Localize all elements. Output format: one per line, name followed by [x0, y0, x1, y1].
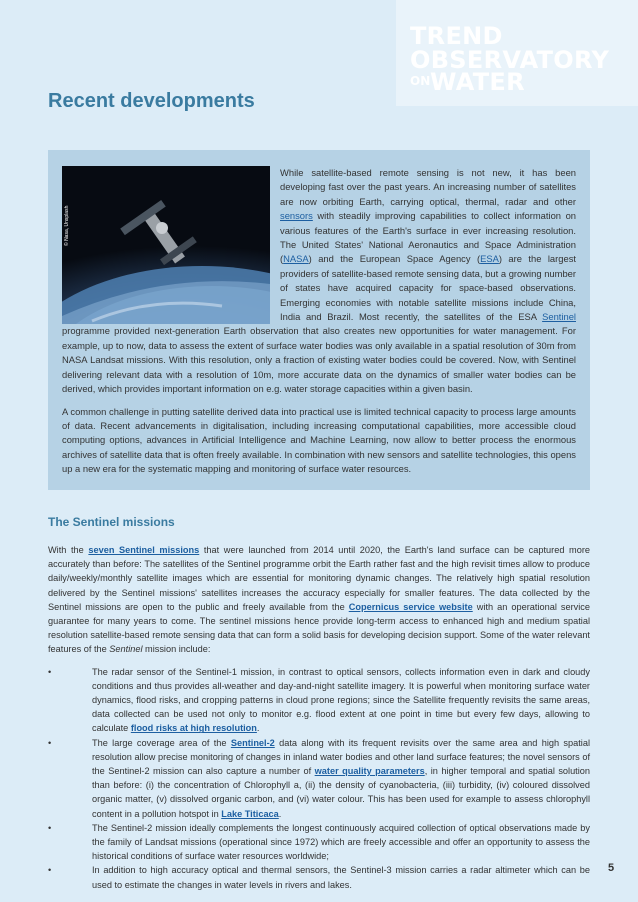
logo-line-trend: TREND: [410, 22, 503, 50]
page-number: 5: [608, 862, 615, 874]
link-lake-titicaca[interactable]: Lake Titicaca: [221, 808, 279, 819]
text-span: With the: [48, 545, 89, 555]
photo-float-spacer: [62, 166, 280, 324]
text-span: .: [278, 808, 282, 819]
link-sentinel-2[interactable]: Sentinel-2: [230, 737, 275, 748]
box-paragraph-2: A common challenge in putting satellite derived data into practical use is limited technical capacity to process large amounts of data. Recent advancements in digitalisation, including increasing computational capabilities, more accessible cloud computing options, advances in Artificial Intelligence and Machine Learning, now allow to better process the enormous archives of satellite data that is often freely available. In combination with new sensors and satellite technologies, this opens up a new era for the systematic mapping and monitoring of surface water resources.: [62, 405, 576, 475]
text-span: data along with its frequent revisits over the same area and high spatial resolution allow precise monitoring of changes in inland water bodies and other land surface features; the novel sensors of the Sentinel-2 mission can also capture a number of: [92, 737, 590, 777]
link-sensors[interactable]: sensors: [280, 210, 313, 222]
link-nasa[interactable]: NASA: [283, 253, 309, 265]
text-span: ) and the European Space Agency (: [308, 253, 481, 265]
page-title: Recent developments: [48, 90, 255, 112]
text-span: The radar sensor of the Sentinel-1 mission, in contrast to optical sensors, collects information even in dark and cloudy conditions and thus provides all-weather and day-and-night satellite imagery. It is powerful when monitoring surface water dynamics, flood risks, and cropping patterns in cloud prone regions; since the Satellite frequently revisits the same areas, data collected can be used not only to monitor e.g. flood extent at one point in time but every few days, allowing to calculate: [92, 666, 590, 734]
photo-credit: © Nasa, Unsplash: [64, 205, 70, 246]
text-span: mission include:: [142, 644, 211, 655]
text-span: that were launched from 2014 until 2020, the Earth's land surface can be captured more accurately than before: The satellites of the Sentinel programme orbit the Earth rather fast and the high revisit times allow to produce daily/weekly/monthly satellite images which are essential for monitoring dynamic changes. The relatively high spatial resolution delivered by the Sentinel missions' satellites increases the accuracy especially for smaller features. The data collected by the Sentinel missions are open to the public and freely available from the: [48, 545, 590, 612]
box-text: [62, 166, 576, 485]
section-title: The Sentinel missions: [48, 515, 175, 529]
logo-line-observatory: OBSERVATORY: [410, 46, 610, 74]
link-sentinel[interactable]: Sentinel: [542, 311, 576, 323]
text-span: with an operational service guarantee for many years to come. The sentinel missions hence provide long-term access to enhanced high and medium spatial resolution satellite-based remote sensing data that can form a solid basis for developing decision support. Some of the water relevant features of the: [48, 601, 590, 655]
italic-sentinel: Sentinel: [109, 644, 143, 655]
text-span: The large coverage area of the: [92, 737, 231, 748]
link-esa[interactable]: ESA: [480, 253, 499, 265]
link-water-quality[interactable]: water quality parameters: [314, 766, 425, 777]
bullet-item: [48, 736, 590, 821]
text-span: .: [256, 723, 260, 734]
link-flood-risks[interactable]: flood risks at high resolution: [130, 723, 257, 734]
bullet-item: [48, 665, 590, 736]
bullet-list: [48, 665, 590, 892]
trend-observatory-logo: [396, 0, 638, 106]
bullet-item: • The Sentinel-2 mission ideally complements the longest continuously acquired collection of optical observations made by the family of Landsat missions (operational since 1972) which are freely accessible and offer an opportunity to assess the historical conditions of surface water resources worldwide;: [48, 821, 590, 864]
text-span: with steadily improving capabilities to collect information on various features of the Earth's surface in ever increasing resolution. The United States' National Aeronautics and Space Administration (: [280, 210, 576, 265]
intro-paragraph: [48, 543, 590, 657]
text-span: While satellite-based remote sensing is not new, it has been developing fast over the past years. An increasing number of satellites are now orbiting Earth, carrying optical, thermal, radar and other: [280, 167, 576, 207]
link-copernicus[interactable]: Copernicus service website: [348, 601, 473, 612]
link-seven-sentinel-missions[interactable]: seven Sentinel missions: [88, 545, 200, 555]
logo-on: ON: [410, 74, 431, 88]
text-span: , in higher temporal and spatial solution than before: (i) the concentration of Chlorophyll a, (ii) the density of cyanobacteria, (iii) turbidity, (iv) coloured dissolved organic matter, (v) dissolved organic carbon, and (vi) water colour. This has been used for example to assess chlorophyll content in a pollution hotspot in: [92, 766, 590, 819]
bullet-item: • In addition to high accuracy optical and thermal sensors, the Sentinel-3 mission carries a radar altimeter which can be used to estimate the changes in water levels in rivers and lakes.: [48, 863, 590, 891]
main-text: [48, 543, 590, 892]
text-span: programme provided next-generation Earth observation that also creates new opportunities for water management. For example, up to now, data to assess the extent of surface water bodies was only available in a spatial resolution of 30m from NASA Landsat missions. With this resolution, only a fraction of existing water bodies could be covered. Now, with Sentinel delivering relevant data with a resolution of 10m, more accurate data on the dynamics of smaller water bodies can be derived, which provides important information on e.g. water storage capacities within a given basin.: [62, 325, 576, 395]
logo-line-water: WATER: [430, 68, 525, 96]
text-span: ) are the largest providers of satellite-based remote sensing data, but a growing number of states have acquired capacity for space-based observations. Emerging economies with notable satellite missions include China, India and Brazil. Most recently, the satellites of the ESA: [280, 253, 576, 323]
